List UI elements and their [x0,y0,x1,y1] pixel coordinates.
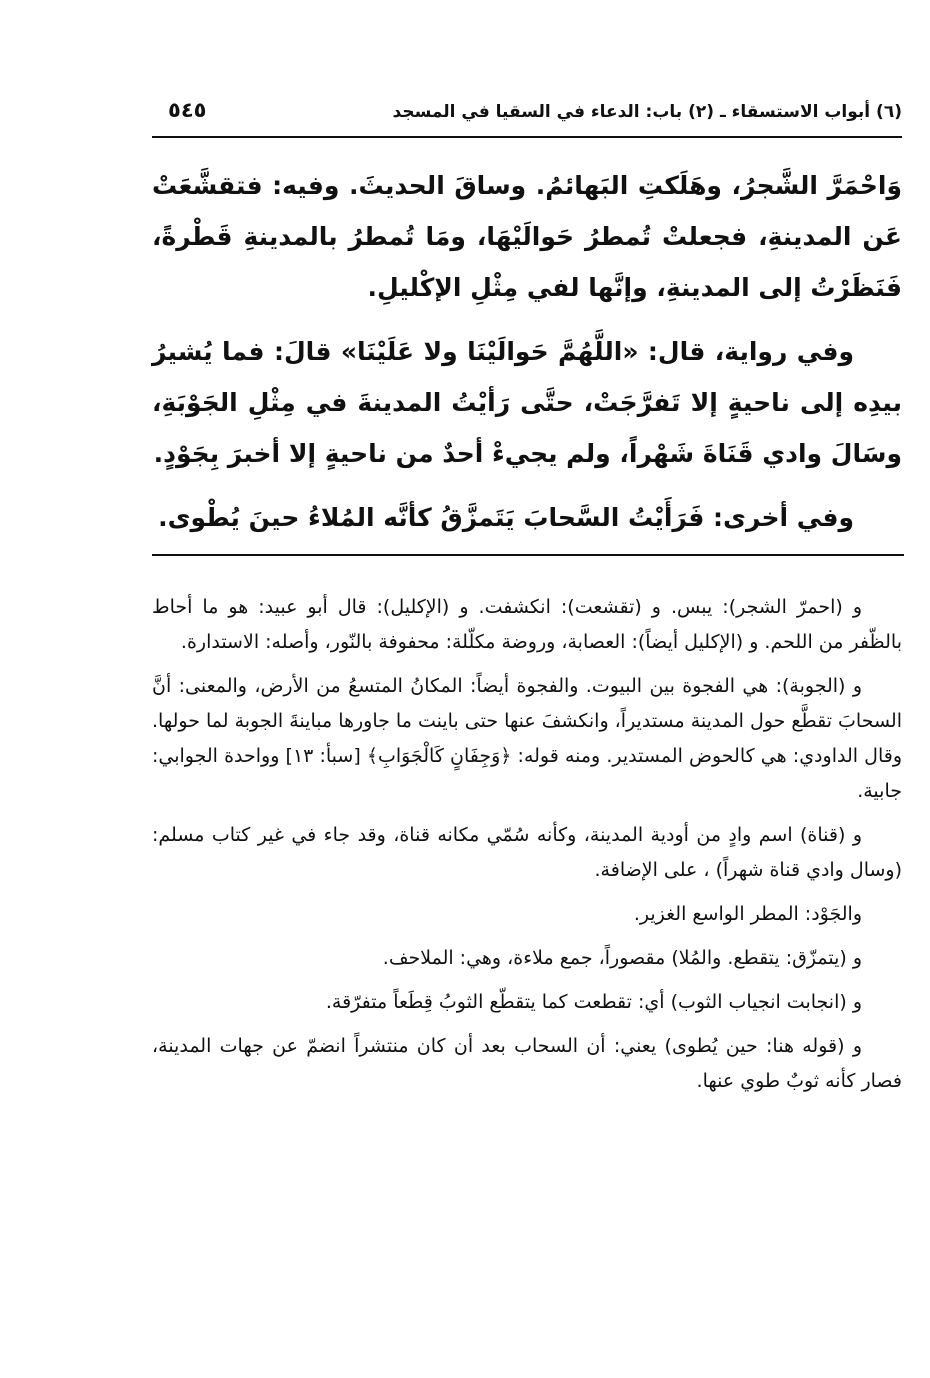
hadith-text [152,160,902,556]
note-paragraph: و (الجوبة): هي الفجوة بين البيوت. والفجوة أيضاً: المكانُ المتسعُ من الأرض، والمعنى: أنَّ السحابَ تقطَّع حول المدينة مستديراً، وانكشفَ عنها حتى باينت ما جاورها مباينةَ الجوبة لما حولها. وقال الداودي: هي كالحوض المستدير. ومنه قوله: ﴿وَجِفَانٍ كَالْجَوَابِ﴾ [سبأ: ١٣] وواحدة الجوابي: جابية. [152,675,902,802]
commentary-notes [152,590,902,1108]
hadith-paragraph: وَاحْمَرَّ الشَّجرُ، وهَلَكتِ البَهائمُ. وساقَ الحديثَ. وفيه: فتقشَّعَتْ عَن المدينةِ، فجعلتْ تُمطرُ حَوالَيْهَا، ومَا تُمطرُ بالمدينةِ قَطْرةً، فَنَظَرْتُ إلى المدينةِ، وإنَّها لفي مِثْلِ الإكْليلِ. [152,171,902,302]
hadith-paragraph: وفي أخرى: فَرَأَيْتُ السَّحابَ يَتَمزَّقُ كأنَّه المُلاءُ حينَ يُطْوى. [158,503,854,532]
chapter-title: (٦) أبواب الاستسقاء ـ (٢) باب: الدعاء في السقيا في المسجد [392,102,902,122]
running-header [150,96,902,136]
note-paragraph: والجَوْد: المطر الواسع الغزير. [633,903,862,925]
footnote-divider [152,554,904,556]
note-paragraph: و (قوله هنا: حين يُطوى) يعني: أن السحاب بعد أن كان منتشراً انضمّ عن جهات المدينة، فصار كأنه ثوبٌ طوي عنها. [152,1035,902,1092]
note-paragraph: و (انجابت انجياب الثوب) أي: تقطعت كما يتقطّع الثوبُ قِطَعاً متفرّقة. [325,991,862,1013]
page-number: ٥٤٥ [168,98,207,122]
note-paragraph: و (قناة) اسم وادٍ من أودية المدينة، وكأنه سُمّي مكانه قناة، وقد جاء في غير كتاب مسلم: (وسال وادي قناة شهراً) ، على الإضافة. [152,824,902,881]
note-paragraph: و (احمرّ الشجر): يبس. و (تقشعت): انكشفت. و (الإكليل): قال أبو عبيد: هو ما أحاط بالظّفر من اللحم. و (الإكليل أيضاً): العصابة، وروضة مكلّلة: محفوفة بالنّور، وأصله: الاستدارة. [152,596,902,653]
note-paragraph: و (يتمزّق: يتقطع. والمُلا) مقصوراً، جمع ملاءة، وهي: الملاحف. [382,947,862,969]
hadith-paragraph: وفي رواية، قال: «اللَّهُمَّ حَوالَيْنَا ولا عَلَيْنَا» قالَ: فما يُشيرُ بيدِه إلى ناحيةٍ إلا تَفرَّجَتْ، حتَّى رَأيْتُ المدينةَ في مِثْلِ الجَوْبَةِ، وسَالَ وادي قَنَاةَ شَهْراً، ولم يجيءْ أحدٌ من ناحيةٍ إلا أخبرَ بِجَوْدٍ. [152,337,902,468]
header-divider [152,136,902,138]
